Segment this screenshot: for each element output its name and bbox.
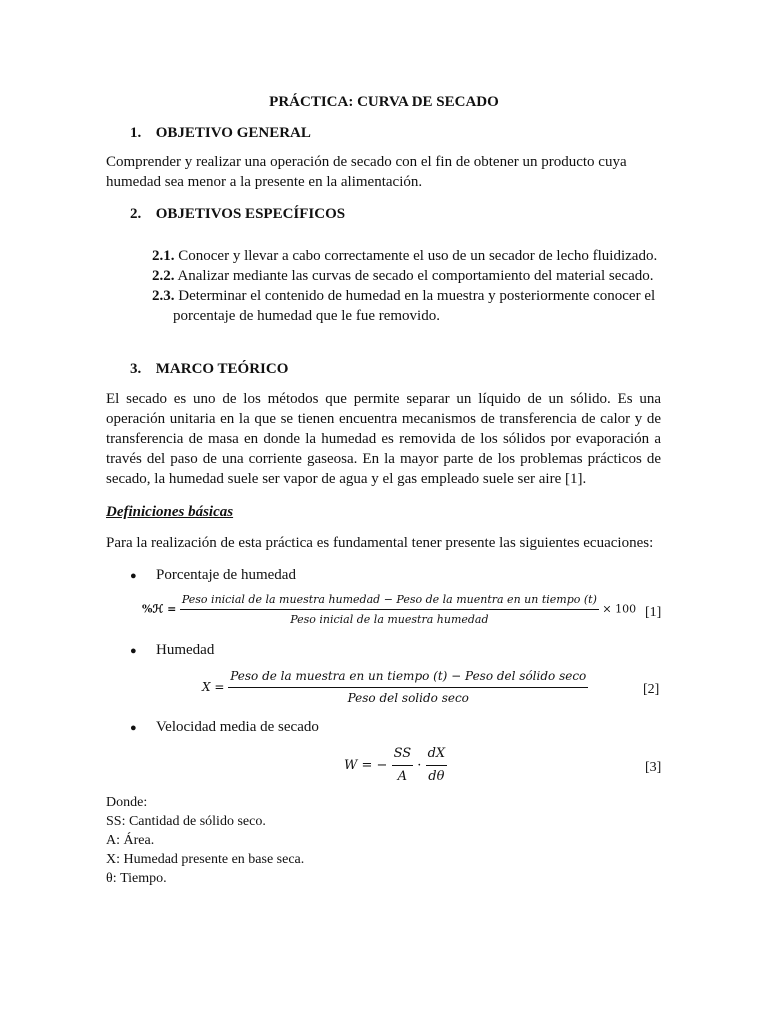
donde-label: Donde: <box>106 795 148 810</box>
bullet-text: Velocidad media de secado <box>156 719 319 735</box>
objective-number: 2.2. <box>152 268 175 284</box>
equation-fraction-ss-a <box>392 745 414 786</box>
equation-number: [3] <box>645 760 662 775</box>
bullet-text: Porcentaje de humedad <box>156 567 296 583</box>
objective-text: Analizar mediante las curvas de secado el comportamiento del material secado. <box>177 268 654 284</box>
bullet-item <box>130 717 319 738</box>
objective-item <box>152 246 662 266</box>
equation-numerator: dX <box>426 745 448 766</box>
equation-humedad <box>202 668 588 707</box>
objective-number: 2.3. <box>152 288 175 304</box>
donde-line: SS: Cantidad de sólido seco. <box>106 814 266 829</box>
equation-denominator: Peso inicial de la muestra humedad <box>290 613 489 626</box>
objective-text-continuation: porcentaje de humedad que le fue removido. <box>173 308 440 324</box>
equation-fraction <box>228 668 588 707</box>
bullet-text: Humedad <box>156 642 215 658</box>
objective-text: Determinar el contenido de humedad en la muestra y posteriormente conocer el <box>178 288 656 304</box>
section-title: OBJETIVOS ESPECÍFICOS <box>155 206 346 222</box>
section-heading-objetivos-especificos <box>130 204 345 224</box>
section-title: OBJETIVO GENERAL <box>155 125 311 141</box>
donde-line: θ: Tiempo. <box>106 871 167 886</box>
equation-denominator: dθ <box>428 769 445 784</box>
equation-lhs: W = − <box>344 758 388 773</box>
bullet-dot-icon: ● <box>130 570 137 582</box>
section-heading-objetivo-general <box>130 123 311 143</box>
bullet-item <box>130 640 214 661</box>
section-number: 1. <box>130 125 142 141</box>
bullet-dot-icon: ● <box>130 645 137 657</box>
section-title: MARCO TEÓRICO <box>155 361 289 377</box>
equation-velocidad-secado <box>344 745 447 786</box>
equation-multiplier: × 100 <box>602 602 637 616</box>
equation-number: [2] <box>643 682 660 697</box>
equation-fraction-dx-dtheta <box>426 745 448 786</box>
equation-lhs: %ℋ = <box>142 602 177 616</box>
bullet-dot-icon: ● <box>130 722 137 734</box>
objective-item <box>152 266 662 286</box>
equation-numerator: SS <box>392 745 414 766</box>
objective-text: Conocer y llevar a cabo correctamente el uso de un secador de lecho fluidizado. <box>178 248 658 264</box>
equation-denominator: Peso del solido seco <box>347 691 469 705</box>
marco-teorico-text: El secado es uno de los métodos que permite separar un líquido de un sólido. Es una operación unitaria en la que se tienen encuentra mecanismos de transferencia de calor y de transferencia de masa en donde la humedad es removida de los sólidos por evaporación a través del paso de una corriente gaseosa. En la mayor parte de los problemas prácticos de secado, la humedad suele ser vapor de agua y el gas empleado suele ser aire [1]. <box>106 391 661 487</box>
donde-line: X: Humedad presente en base seca. <box>106 852 305 867</box>
equation-porcentaje-humedad <box>142 592 636 627</box>
objetivo-general-text: Comprender y realizar una operación de secado con el fin de obtener un producto cuya humedad sea menor a la presente en la alimentación. <box>106 154 627 190</box>
equation-numerator: Peso inicial de la muestra humedad − Peso de la muentra en un tiempo (t) <box>180 592 599 610</box>
definitions-heading: Definiciones básicas <box>106 504 234 520</box>
equation-lhs: X = <box>202 680 225 694</box>
page-title: PRÁCTICA: CURVA DE SECADO <box>269 94 499 110</box>
equation-number: [1] <box>645 605 662 620</box>
objective-number: 2.1. <box>152 248 175 264</box>
equation-denominator: A <box>397 769 408 784</box>
donde-line: A: Área. <box>106 833 155 848</box>
donde-block <box>106 793 304 888</box>
section-number: 2. <box>130 206 142 222</box>
equation-dot: · <box>417 758 422 773</box>
section-number: 3. <box>130 361 142 377</box>
definitions-intro: Para la realización de esta práctica es fundamental tener presente las siguientes ecuaciones: <box>106 535 654 551</box>
equation-numerator: Peso de la muestra en un tiempo (t) − Peso del sólido seco <box>228 668 588 688</box>
bullet-item <box>130 565 296 586</box>
equation-fraction <box>180 592 599 627</box>
section-heading-marco-teorico <box>130 359 288 379</box>
objective-item <box>152 286 662 326</box>
